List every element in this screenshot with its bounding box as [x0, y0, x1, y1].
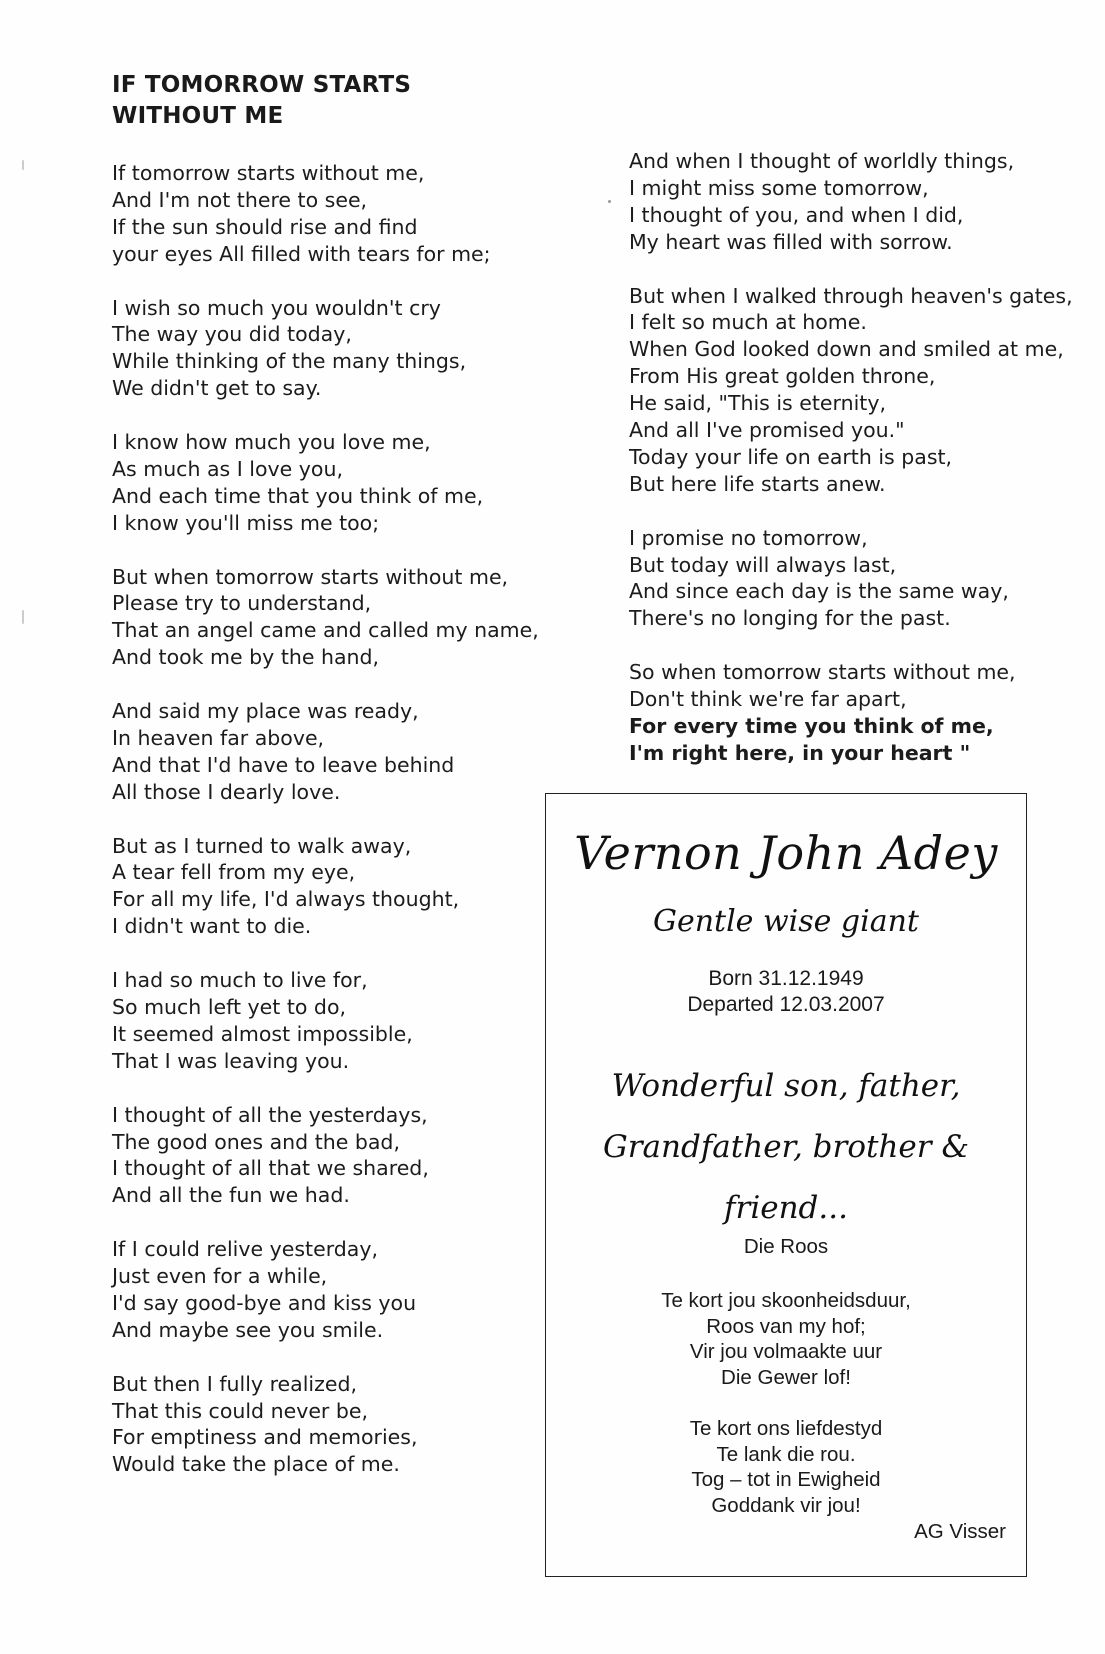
poem-line: Just even for a while,	[112, 1264, 328, 1289]
poem-line: But then I fully realized,	[112, 1371, 358, 1396]
poem-line: That I was leaving you.	[112, 1048, 350, 1073]
poem-stanza	[112, 1102, 552, 1210]
poem-line: When God looked down and smiled at me,	[629, 337, 1064, 362]
afrikaans-line: Roos van my hof;	[706, 1314, 866, 1338]
poem-line: And all the fun we had.	[112, 1183, 350, 1208]
poem-line: Please try to understand,	[112, 591, 372, 616]
poem-line: Don't think we're far apart,	[629, 687, 907, 712]
memorial-card	[545, 793, 1027, 1577]
poem-line: That an angel came and called my name,	[112, 618, 539, 643]
poem-stanza	[629, 283, 1089, 498]
poem-line: I felt so much at home.	[629, 310, 867, 335]
poem-line: I know you'll miss me too;	[112, 510, 380, 535]
memorial-tribute	[546, 1056, 1026, 1239]
poem-stanza	[112, 1371, 552, 1479]
poem-line: The way you did today,	[112, 322, 352, 347]
afrikaans-line: Vir jou volmaakte uur	[689, 1340, 883, 1363]
poem-line: There's no longing for the past.	[629, 606, 951, 631]
poem-line: So much left yet to do,	[112, 995, 346, 1019]
poem-line: But here life starts anew.	[629, 471, 886, 496]
poem-line: We didn't get to say.	[112, 376, 322, 401]
poem-line: And maybe see you smile.	[112, 1317, 384, 1342]
tribute-line: Wonderful son, father,	[611, 1068, 961, 1104]
poem-line: And took me by the hand,	[112, 645, 380, 670]
poem-line: I'd say good-bye and kiss you	[112, 1290, 417, 1315]
poem-line: I know how much you love me,	[112, 430, 431, 455]
afrikaans-line: Te lank die rou.	[716, 1442, 856, 1466]
poem-line: And since each day is the same way,	[629, 579, 1009, 604]
poem-right-column	[629, 148, 1089, 794]
poem-line: I thought of all the yesterdays,	[112, 1102, 428, 1127]
memorial-subtitle: Gentle wise giant	[652, 904, 919, 939]
memorial-name: Vernon John Adey	[574, 826, 998, 880]
poem-line: And said my place was ready,	[112, 699, 419, 724]
afrikaans-line: Die Gewer lof!	[721, 1365, 851, 1389]
afrikaans-poem-author: AG Visser	[914, 1520, 1006, 1543]
afrikaans-line: Te kort ons liefdestyd	[689, 1417, 883, 1440]
poem-line: I thought of you, and when I did,	[629, 202, 964, 227]
poem-stanza	[112, 698, 552, 806]
poem-title-line-1: IF TOMORROW STARTS	[112, 72, 412, 98]
poem-line: My heart was filled with sorrow.	[629, 229, 953, 254]
poem-closing-line: For every time you think of me,	[629, 713, 994, 738]
poem-stanza	[112, 564, 552, 672]
afrikaans-poem-title: Die Roos	[743, 1235, 829, 1258]
poem-line: If the sun should rise and find	[112, 214, 418, 239]
poem-stanza	[629, 659, 1089, 713]
tribute-line: friend...	[724, 1190, 848, 1226]
poem-left-column	[112, 160, 552, 1505]
poem-line: But when tomorrow starts without me,	[112, 564, 509, 589]
poem-line: He said, "This is eternity,	[629, 391, 886, 416]
poem-line: For all my life, I'd always thought,	[112, 887, 460, 912]
poem-stanza	[112, 967, 552, 1075]
poem-line: Today your life on earth is past,	[629, 444, 953, 469]
poem-line: your eyes All filled with tears for me;	[112, 241, 491, 266]
poem-stanza	[629, 525, 1089, 633]
poem-line: The good ones and the bad,	[112, 1129, 400, 1154]
poem-line: All those I dearly love.	[112, 779, 341, 804]
afrikaans-stanza-1	[546, 1288, 1026, 1390]
poem-line: If I could relive yesterday,	[112, 1237, 378, 1262]
scan-speck	[608, 200, 611, 203]
poem-closing-lines	[629, 713, 1089, 767]
poem-line: I didn't want to die.	[112, 914, 312, 939]
poem-line: If tomorrow starts without me,	[112, 161, 425, 185]
poem-line: A tear fell from my eye,	[112, 860, 356, 885]
tribute-line: Grandfather, brother &	[602, 1129, 970, 1165]
poem-stanza	[112, 833, 552, 941]
poem-line: That this could never be,	[112, 1398, 369, 1423]
scan-speck	[22, 610, 24, 624]
poem-line: And all I've promised you."	[629, 418, 905, 443]
poem-line: I thought of all that we shared,	[112, 1156, 429, 1181]
poem-stanza	[112, 295, 552, 403]
born-date: Born 31.12.1949	[708, 967, 864, 990]
poem-line: From His great golden throne,	[629, 364, 936, 389]
poem-line: So when tomorrow starts without me,	[629, 660, 1016, 685]
poem-line: I might miss some tomorrow,	[629, 175, 929, 200]
poem-line: For emptiness and memories,	[112, 1425, 418, 1450]
poem-line: But as I turned to walk away,	[112, 833, 412, 858]
poem-stanza	[629, 148, 1089, 256]
poem-line: I wish so much you wouldn't cry	[112, 295, 441, 320]
poem-line: And each time that you think of me,	[112, 483, 484, 508]
poem-line: While thinking of the many things,	[112, 349, 467, 374]
poem-line: It seemed almost impossible,	[112, 1021, 413, 1046]
poem-line: But when I walked through heaven's gates,	[629, 283, 1073, 308]
departed-date: Departed 12.03.2007	[687, 993, 885, 1016]
poem-line: I had so much to live for,	[112, 968, 368, 993]
memorial-dates	[546, 966, 1026, 1018]
poem-closing-line: I'm right here, in your heart "	[629, 740, 971, 765]
scan-speck	[22, 160, 24, 170]
poem-line: And that I'd have to leave behind	[112, 752, 455, 777]
poem-line: Would take the place of me.	[112, 1452, 400, 1477]
afrikaans-line: Goddank vir jou!	[711, 1493, 861, 1517]
poem-title	[112, 70, 411, 132]
poem-title-line-2: WITHOUT ME	[112, 103, 284, 129]
poem-stanza	[112, 429, 552, 537]
poem-line: In heaven far above,	[112, 725, 325, 750]
afrikaans-line: Tog – tot in Ewigheid	[691, 1468, 881, 1491]
poem-line: As much as I love you,	[112, 456, 343, 481]
afrikaans-line: Te kort jou skoonheidsduur,	[661, 1289, 911, 1312]
poem-stanza	[112, 1236, 552, 1344]
poem-line: I promise no tomorrow,	[629, 525, 868, 550]
poem-line: And I'm not there to see,	[112, 187, 368, 212]
poem-line: But today will always last,	[629, 552, 897, 577]
poem-stanza	[112, 160, 552, 268]
afrikaans-stanza-2	[546, 1416, 1026, 1518]
poem-line: And when I thought of worldly things,	[629, 149, 1015, 173]
